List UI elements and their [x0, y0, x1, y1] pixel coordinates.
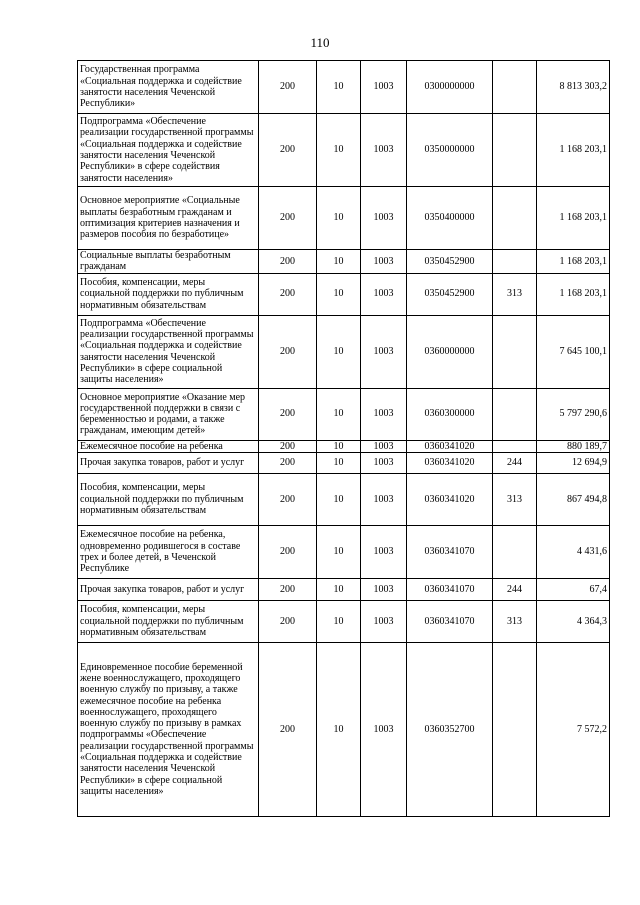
table-row — [78, 452, 610, 473]
cell-vr — [493, 388, 537, 440]
cell-rz: 10 — [317, 114, 361, 187]
cell-rz: 10 — [317, 600, 361, 642]
cell-rz: 10 — [317, 315, 361, 388]
cell-rz: 10 — [317, 525, 361, 578]
cell-vr: 313 — [493, 273, 537, 315]
table-row — [78, 315, 610, 388]
cell-csr: 0350400000 — [407, 187, 493, 250]
cell-vr — [493, 187, 537, 250]
cell-rz: 10 — [317, 61, 361, 114]
page-number: 110 — [310, 35, 330, 50]
cell-csr: 0360341070 — [407, 578, 493, 600]
cell-pr: 1003 — [361, 600, 407, 642]
cell-name: Подпрограмма «Обеспечение реализации государственной программы «Социальная поддержка и содействие занятости населения Чеченской Республики» в сфере содействия занятости населения» — [78, 114, 259, 187]
cell-vr — [493, 250, 537, 274]
cell-sum: 12 694,9 — [537, 452, 610, 473]
table-row — [78, 525, 610, 578]
cell-rz: 10 — [317, 642, 361, 816]
cell-vid: 200 — [259, 642, 317, 816]
cell-pr: 1003 — [361, 525, 407, 578]
budget-table-body — [78, 61, 610, 817]
cell-vid: 200 — [259, 273, 317, 315]
table-row — [78, 273, 610, 315]
cell-pr: 1003 — [361, 250, 407, 274]
table-row — [78, 642, 610, 816]
cell-name: Основное мероприятие «Оказание мер государственной поддержки в связи с беременностью и родами, а также гражданам, имеющим детей» — [78, 388, 259, 440]
cell-pr: 1003 — [361, 578, 407, 600]
cell-vid: 200 — [259, 440, 317, 452]
cell-csr: 0300000000 — [407, 61, 493, 114]
cell-vid: 200 — [259, 600, 317, 642]
cell-name: Социальные выплаты безработным гражданам — [78, 250, 259, 274]
table-row — [78, 600, 610, 642]
cell-name: Пособия, компенсации, меры социальной поддержки по публичным нормативным обязательствам — [78, 473, 259, 525]
cell-rz: 10 — [317, 250, 361, 274]
cell-pr: 1003 — [361, 114, 407, 187]
cell-name: Подпрограмма «Обеспечение реализации государственной программы «Социальная поддержка и содействие занятости населения Чеченской Республики» в сфере социальной защиты населения» — [78, 315, 259, 388]
cell-sum: 1 168 203,1 — [537, 187, 610, 250]
cell-rz: 10 — [317, 187, 361, 250]
cell-vid: 200 — [259, 388, 317, 440]
cell-csr: 0360341070 — [407, 525, 493, 578]
cell-sum: 1 168 203,1 — [537, 114, 610, 187]
cell-name: Прочая закупка товаров, работ и услуг — [78, 578, 259, 600]
cell-sum: 867 494,8 — [537, 473, 610, 525]
cell-name: Пособия, компенсации, меры социальной поддержки по публичным нормативным обязательствам — [78, 273, 259, 315]
cell-rz: 10 — [317, 452, 361, 473]
table-row — [78, 388, 610, 440]
cell-csr: 0360341020 — [407, 452, 493, 473]
cell-csr: 0360341020 — [407, 440, 493, 452]
cell-name: Ежемесячное пособие на ребенка, одновременно родившегося в составе трех и более детей, в Чеченской Республике — [78, 525, 259, 578]
cell-vr: 313 — [493, 600, 537, 642]
cell-sum: 880 189,7 — [537, 440, 610, 452]
cell-vid: 200 — [259, 452, 317, 473]
cell-pr: 1003 — [361, 388, 407, 440]
cell-vid: 200 — [259, 250, 317, 274]
cell-sum: 1 168 203,1 — [537, 273, 610, 315]
cell-pr: 1003 — [361, 642, 407, 816]
cell-sum: 7 645 100,1 — [537, 315, 610, 388]
cell-sum: 1 168 203,1 — [537, 250, 610, 274]
cell-rz: 10 — [317, 578, 361, 600]
cell-name: Прочая закупка товаров, работ и услуг — [78, 452, 259, 473]
cell-sum: 4 364,3 — [537, 600, 610, 642]
cell-pr: 1003 — [361, 452, 407, 473]
cell-csr: 0360341020 — [407, 473, 493, 525]
cell-sum: 67,4 — [537, 578, 610, 600]
cell-csr: 0360352700 — [407, 642, 493, 816]
cell-vr — [493, 114, 537, 187]
cell-vr — [493, 525, 537, 578]
cell-vr — [493, 642, 537, 816]
cell-rz: 10 — [317, 473, 361, 525]
cell-csr: 0360300000 — [407, 388, 493, 440]
cell-vid: 200 — [259, 473, 317, 525]
cell-csr: 0350452900 — [407, 250, 493, 274]
cell-sum: 8 813 303,2 — [537, 61, 610, 114]
cell-csr: 0350452900 — [407, 273, 493, 315]
cell-pr: 1003 — [361, 440, 407, 452]
cell-vr: 244 — [493, 578, 537, 600]
cell-sum: 4 431,6 — [537, 525, 610, 578]
cell-vid: 200 — [259, 525, 317, 578]
cell-name: Основное мероприятие «Социальные выплаты безработным гражданам и оптимизация критериев назначения и размеров пособия по безработице» — [78, 187, 259, 250]
cell-csr: 0360341070 — [407, 600, 493, 642]
cell-pr: 1003 — [361, 473, 407, 525]
cell-vid: 200 — [259, 315, 317, 388]
table-row — [78, 114, 610, 187]
table-row — [78, 187, 610, 250]
cell-pr: 1003 — [361, 273, 407, 315]
cell-sum: 5 797 290,6 — [537, 388, 610, 440]
cell-vr — [493, 61, 537, 114]
cell-sum: 7 572,2 — [537, 642, 610, 816]
cell-vid: 200 — [259, 578, 317, 600]
table-row — [78, 473, 610, 525]
cell-vid: 200 — [259, 61, 317, 114]
cell-rz: 10 — [317, 273, 361, 315]
table-row — [78, 440, 610, 452]
table-row — [78, 61, 610, 114]
budget-table — [77, 60, 610, 817]
cell-rz: 10 — [317, 388, 361, 440]
cell-name: Единовременное пособие беременной жене военнослужащего, проходящего военную службу по призыву, а также ежемесячное пособие на ребенка военнослужащего, проходящего военную службу по призыву в рамках подпрограммы «Обеспечение реализации государственной программы «Социальная поддержка и содействие занятости населения Чеченской Республики» в сфере социальной защиты населения» — [78, 642, 259, 816]
cell-pr: 1003 — [361, 315, 407, 388]
cell-vr — [493, 440, 537, 452]
cell-name: Государственная программа «Социальная поддержка и содействие занятости населения Чеченской Республики» — [78, 61, 259, 114]
cell-csr: 0360000000 — [407, 315, 493, 388]
cell-vid: 200 — [259, 187, 317, 250]
table-row — [78, 578, 610, 600]
cell-csr: 0350000000 — [407, 114, 493, 187]
cell-vr — [493, 315, 537, 388]
cell-pr: 1003 — [361, 61, 407, 114]
cell-name: Пособия, компенсации, меры социальной поддержки по публичным нормативным обязательствам — [78, 600, 259, 642]
cell-vr: 244 — [493, 452, 537, 473]
cell-rz: 10 — [317, 440, 361, 452]
cell-name: Ежемесячное пособие на ребенка — [78, 440, 259, 452]
cell-pr: 1003 — [361, 187, 407, 250]
table-row — [78, 250, 610, 274]
cell-vid: 200 — [259, 114, 317, 187]
cell-vr: 313 — [493, 473, 537, 525]
